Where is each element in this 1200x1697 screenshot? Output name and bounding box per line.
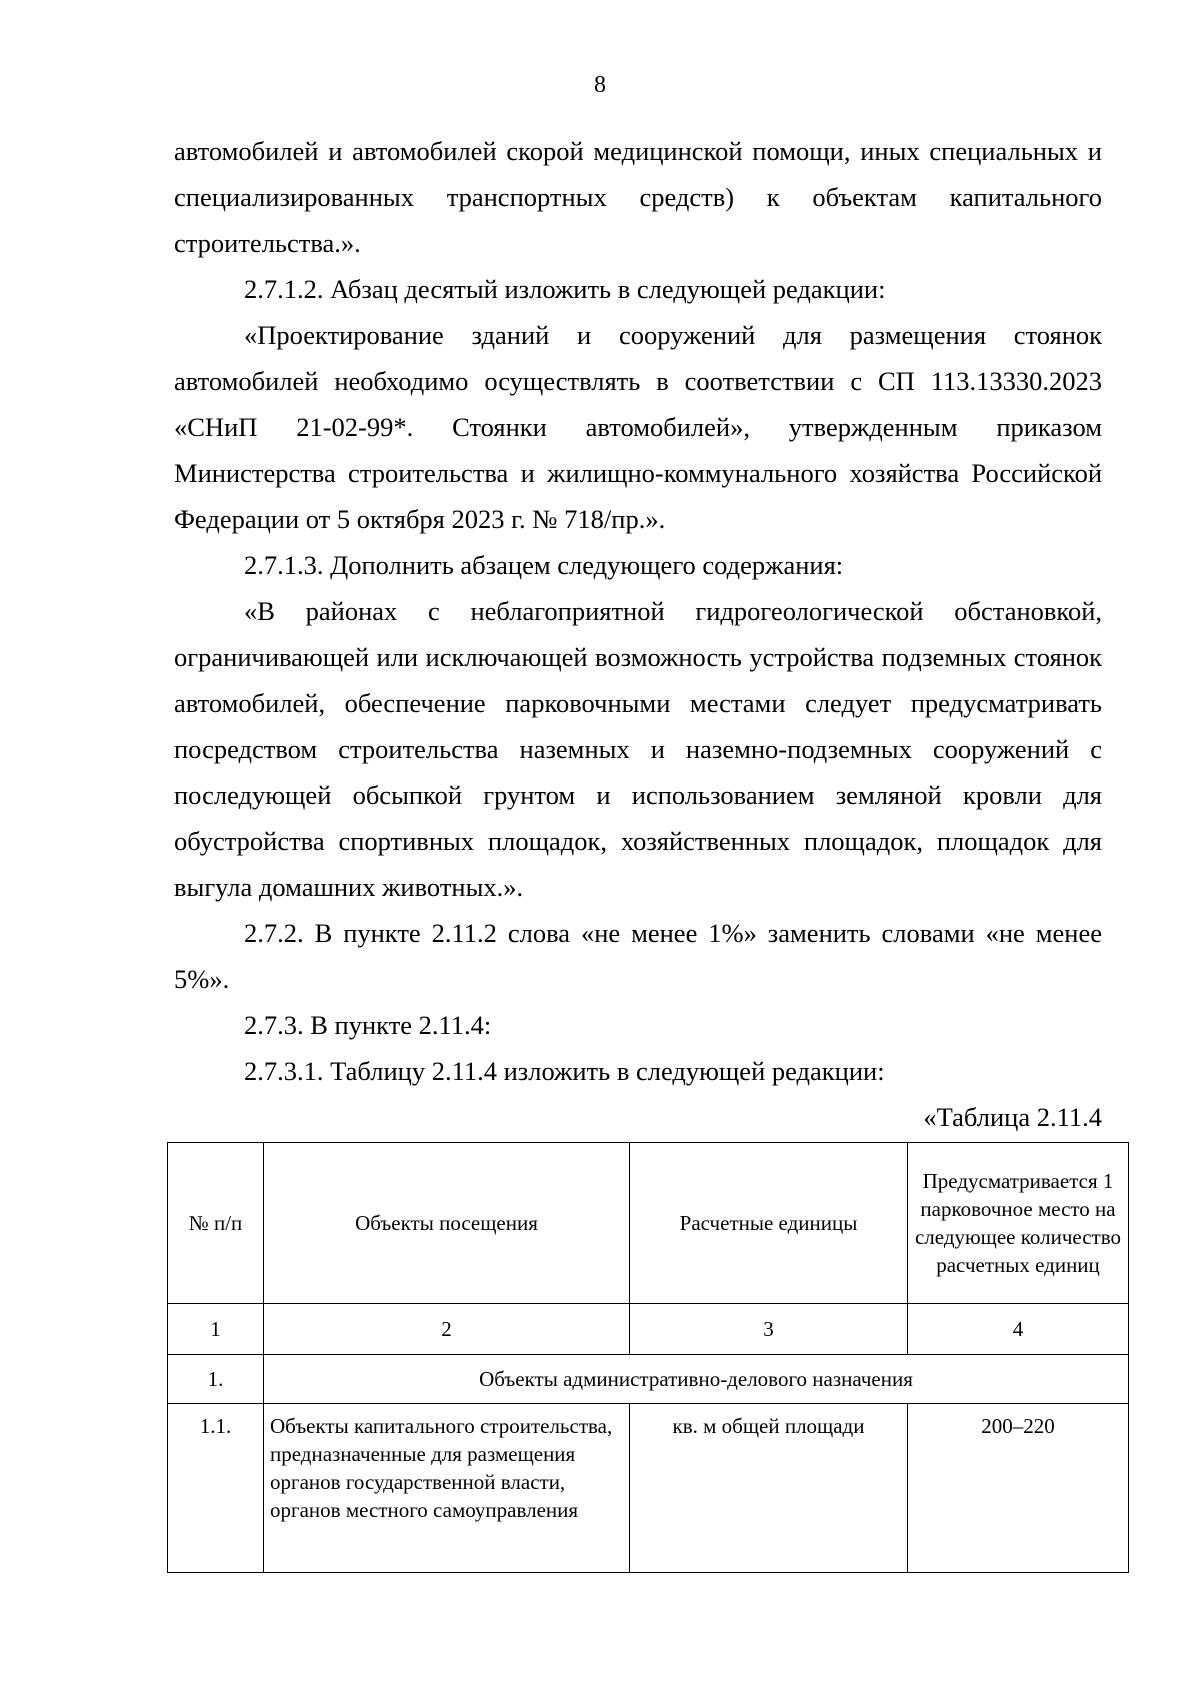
column-number: 3 [630,1304,908,1355]
paragraph-2-7-1-2: 2.7.1.2. Абзац десятый изложить в следующей редакции: [244,274,886,304]
paragraph-quote-design: «Проектирование зданий и сооружений для размещения стоянок автомобилей необходимо осуществлять в соответствии с СП 113.13330.2023 «СНиП 21-02-99*. Стоянки автомобилей», утвержденным приказом Министерства строительства и жилищно-коммунального хозяйства Российской Федерации от 5 октября 2023 г. № 718/пр.». [174,320,1102,534]
row-value: 200–220 [908,1404,1129,1573]
header-number: № п/п [168,1143,264,1304]
row-unit: кв. м общей площади [630,1404,908,1573]
column-number: 1 [168,1304,264,1355]
row-number: 1.1. [168,1404,264,1573]
column-number: 2 [264,1304,630,1355]
paragraph-2-7-3-1: 2.7.3.1. Таблицу 2.11.4 изложить в следующей редакции: [244,1056,885,1086]
header-parking-rate: Предусматривается 1 парковочное место на следующее количество расчетных единиц [908,1143,1129,1304]
table-header-row [168,1143,1129,1304]
table-row [168,1404,1129,1573]
paragraph-2-7-1-3: 2.7.1.3. Дополнить абзацем следующего содержания: [244,550,844,580]
table-column-numbers-row [168,1304,1129,1355]
page-number: 8 [594,72,606,98]
parking-table [167,1142,1129,1573]
paragraph-2-7-3: 2.7.3. В пункте 2.11.4: [244,1010,492,1040]
header-objects: Объекты посещения [264,1143,630,1304]
section-title: Объекты административно-делового назначения [264,1355,1129,1404]
column-number: 4 [908,1304,1129,1355]
paragraph-quote-districts: «В районах с неблагоприятной гидрогеологической обстановкой, ограничивающей или исключающей возможность устройства подземных стоянок автомобилей, обеспечение парковочными местами следует предусматривать посредством строительства наземных и наземно-подземных сооружений с последующей обсыпкой грунтом и использованием земляной кровли для обустройства спортивных площадок, хозяйственных площадок, площадок для выгула домашних животных.». [174,596,1102,902]
table-section-row [168,1355,1129,1404]
table-caption: «Таблица 2.11.4 [923,1102,1102,1132]
row-object: Объекты капитального строительства, предназначенные для размещения органов государственной власти, органов местного самоуправления [264,1404,630,1573]
section-number: 1. [168,1355,264,1404]
body-text [174,128,1102,1140]
paragraph-continuation: автомобилей и автомобилей скорой медицинской помощи, иных специальных и специализированных транспортных средств) к объектам капитального строительства.». [174,136,1102,258]
header-units: Расчетные единицы [630,1143,908,1304]
paragraph-2-7-2: 2.7.2. В пункте 2.11.2 слова «не менее 1%» заменить словами «не менее 5%». [174,918,1102,994]
